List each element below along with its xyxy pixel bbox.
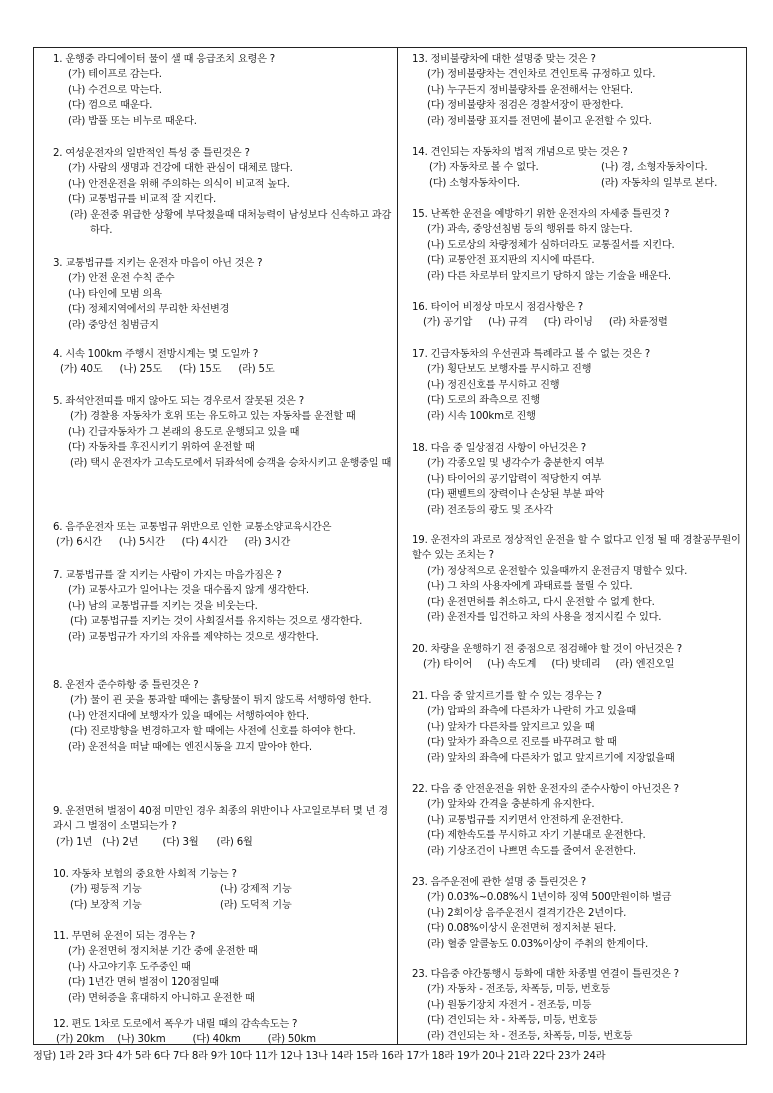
option: (가) 사람의 생명과 건강에 대한 관심이 대체로 많다. xyxy=(68,163,293,175)
question-text: 4. 시속 100km 주행시 전방시계는 몇 도일까 ? xyxy=(53,349,259,360)
option: (라) 중앙선 침범금지 xyxy=(68,319,159,331)
option: (나) 규격 xyxy=(488,317,528,329)
question-text: 12. 편도 1차로 도로에서 폭우가 내릴 때의 감속속도는 ? xyxy=(53,1019,298,1030)
option: (라) 운전자를 입건하고 차의 사용을 정지시킬 수 있다. xyxy=(427,612,662,624)
question-text: 23. 다음중 야간통행시 등화에 대한 차종별 연결이 틀린것은 ? xyxy=(412,969,679,980)
option: (가) 1년 xyxy=(56,836,93,848)
option: (나) 긴급자동차가 그 본래의 용도로 운행되고 있을 때 xyxy=(68,426,300,438)
option: (다) 3월 xyxy=(162,836,199,848)
question-text: 16. 타이어 비정상 마모시 점검사항은 ? xyxy=(412,302,583,313)
question-1 xyxy=(46,52,394,129)
question-3 xyxy=(46,256,394,333)
question-text: 14. 견인되는 자동차의 법적 개념으로 맞는 것은 ? xyxy=(412,147,628,158)
option: (다) 진로방향을 변경하고자 할 때에는 사전에 신호를 하여야 한다. xyxy=(70,726,356,738)
option: (가) 운전면허 정지처분 기간 중에 운전한 때 xyxy=(68,946,258,958)
option: (나) 안전운전을 위해 주의하는 의식이 비교적 높다. xyxy=(68,178,290,190)
question-5 xyxy=(46,394,394,471)
option: (가) 횡단보도 보행자를 무시하고 진행 xyxy=(427,364,592,376)
option: (다) 밧데리 xyxy=(551,659,601,671)
option: (가) 자동차로 볼 수 없다. xyxy=(429,162,539,174)
option: (다) 도로의 좌측으로 진행 xyxy=(427,395,541,407)
option: (가) 40도 xyxy=(60,364,103,376)
question-20 xyxy=(405,642,745,673)
option: (다) 팬벨트의 장력이나 손상된 부분 파악 xyxy=(427,489,604,501)
option: (가) 공기압 xyxy=(423,317,473,329)
option: (가) 정상적으로 운전할수 있을때까지 운전금지 명할수 있다. xyxy=(427,565,688,577)
option: (가) 타이어 xyxy=(423,659,473,671)
option: (나) 속도계 xyxy=(487,659,537,671)
option: (나) 수건으로 막는다. xyxy=(68,84,162,96)
option: (나) 5시간 xyxy=(118,537,165,549)
option: (라) 택시 운전자가 고속도로에서 뒤좌석에 승객을 승차시키고 운행중일 때 xyxy=(70,457,392,469)
option: (가) 경찰용 자동차가 호위 또는 유도하고 있는 자동차를 운전할 때 xyxy=(70,411,356,423)
option: (다) 껌으로 때운다. xyxy=(68,100,153,112)
option: (나) 교통법규를 지키면서 안전하게 운전한다. xyxy=(427,814,624,826)
question-23 xyxy=(405,875,745,952)
question-17 xyxy=(405,347,745,424)
option: (라) 밥풀 또는 비누로 때운다. xyxy=(68,115,197,127)
option: (가) 정비불량차는 견인차로 견인토록 규정하고 있다. xyxy=(427,69,656,81)
option: (라) 시속 100km로 진행 xyxy=(427,410,536,422)
option: (다) 견인되는 차 - 차폭등, 미등, 번호등 xyxy=(427,1015,598,1027)
question-text: 7. 교통법규를 잘 지키는 사람이 가지는 마음가짐은 ? xyxy=(53,570,282,581)
option: (다) 정비불량차 점검은 경찰서장이 판정한다. xyxy=(427,100,624,112)
question-text: 15. 난폭한 운전을 예방하기 위한 운전자의 자세중 틀린것 ? xyxy=(412,209,670,220)
option: (나) 2년 xyxy=(102,836,139,848)
option: (라) 3시간 xyxy=(244,537,291,549)
question-4 xyxy=(46,347,394,378)
option: (라) 운전중 위급한 상황에 부닥쳤을때 대처능력이 남성보다 신속하고 과감하다. xyxy=(70,209,392,237)
option: (라) 혈중 알콜농도 0.03%이상이 주취의 한계이다. xyxy=(427,938,649,950)
option: (가) 6시간 xyxy=(56,537,102,549)
question-11 xyxy=(46,929,394,1006)
option: (라) 차륜정렬 xyxy=(608,317,668,329)
column-divider xyxy=(397,47,398,1045)
question-text: 6. 음주운전자 또는 교통법규 위반으로 인한 교통소양교육시간은 xyxy=(53,522,332,533)
option: (나) 원동기장치 자전거 - 전조등, 미등 xyxy=(427,999,592,1011)
option: (나) 안전지대에 보행자가 있을 때에는 서행하여야 한다. xyxy=(68,710,309,722)
option: (다) 제한속도를 무시하고 자기 기분대로 운전한다. xyxy=(427,830,646,842)
option-row xyxy=(46,882,394,897)
option-row xyxy=(405,657,745,672)
question-text: 17. 긴급자동차의 우선권과 특례라고 볼 수 없는 것은 ? xyxy=(412,349,650,360)
option: (나) 도로상의 차량정체가 심하더라도 교통질서를 지킨다. xyxy=(427,239,675,251)
question-text: 20. 차량을 운행하기 전 중점으로 점검해야 할 것이 아닌것은 ? xyxy=(412,644,682,655)
option: (가) 테이프로 감는다. xyxy=(68,69,162,81)
option: (다) 소형자동차이다. xyxy=(429,177,520,189)
option: (다) 교통법규를 비교적 잘 지킨다. xyxy=(68,194,217,206)
option: (라) 면허증을 휴대하지 아니하고 운전한 때 xyxy=(68,992,255,1004)
question-15 xyxy=(405,207,745,284)
option: (다) 앞차가 좌측으로 진로를 바꾸려고 할 때 xyxy=(427,737,617,749)
question-text: 13. 정비불량차에 대한 설명중 맞는 것은 ? xyxy=(412,54,596,65)
option: (나) 정진신호를 무시하고 진행 xyxy=(427,379,560,391)
question-2 xyxy=(46,146,394,238)
answer-key: 정답) 1라 2라 3다 4가 5라 6다 7다 8라 9가 10다 11가 12나 13나 14라 15라 16라 17가 18라 19가 20나 21라 22다 23가 24라 xyxy=(33,1051,606,1062)
question-text: 22. 다음 중 안전운전을 위한 운전자의 준수사항이 아닌것은 ? xyxy=(412,784,679,795)
option: (다) 자동차를 후진시키기 위하여 운전할 때 xyxy=(68,442,255,454)
question-text: 8. 운전자 준수하항 중 틀린것은 ? xyxy=(53,680,199,691)
option: (라) 교통법규가 자기의 자유를 제약하는 것으로 생각한다. xyxy=(68,631,319,643)
question-text: 1. 운행중 라디에이터 물이 샐 때 응급조치 요령은 ? xyxy=(53,54,276,65)
question-7 xyxy=(46,568,394,645)
question-16 xyxy=(405,300,745,331)
option: (다) 운전면허를 취소하고, 다시 운전할 수 없게 한다. xyxy=(427,596,655,608)
question-text: 5. 좌석안전띠를 매지 않아도 되는 경우로서 잘못된 것은 ? xyxy=(53,396,304,407)
question-text: 23. 음주운전에 관한 설명 중 틀린것은 ? xyxy=(412,877,587,888)
option: (나) 2회이상 음주운전시 결격기간은 2년이다. xyxy=(427,907,627,919)
option: (나) 25도 xyxy=(119,364,162,376)
option: (다) 0.08%이상시 운전면허 정지처분 된다. xyxy=(427,923,617,935)
question-9 xyxy=(46,804,394,850)
option: (다) 보장적 기능 xyxy=(70,899,142,911)
question-text: 21. 다음 중 앞지르기를 할 수 있는 경우는 ? xyxy=(412,691,602,702)
option: (다) 40km xyxy=(192,1034,241,1046)
question-18 xyxy=(405,441,745,518)
question-text: 11. 무면허 운전이 되는 경우는 ? xyxy=(53,931,196,942)
option: (다) 4시간 xyxy=(181,537,228,549)
option: (라) 50km xyxy=(267,1034,316,1046)
option-row xyxy=(405,160,745,175)
option: (나) 타이어의 공기압력이 적당한지 여부 xyxy=(427,473,601,485)
question-14 xyxy=(405,145,745,191)
option: (나) 그 차의 사용자에게 과태료를 물릴 수 있다. xyxy=(427,581,633,593)
question-22 xyxy=(405,782,745,859)
option: (나) 앞차가 다른차를 앞지르고 있을 때 xyxy=(427,721,595,733)
question-text: 3. 교통법규를 지키는 운전자 마음이 아닌 것은 ? xyxy=(53,258,263,269)
option: (나) 남의 교통법규를 지키는 것을 비웃는다. xyxy=(68,600,258,612)
option: (다) 교통법규를 지키는 것이 사회질서를 유지하는 것으로 생각한다. xyxy=(70,616,363,628)
option: (나) 30km xyxy=(117,1034,166,1046)
option: (라) 견인되는 차 - 전조등, 차폭등, 미등, 번호등 xyxy=(427,1030,633,1042)
option: (나) 누구든지 정비불량차를 운전해서는 안된다. xyxy=(427,84,633,96)
option: (라) 5도 xyxy=(238,364,275,376)
option-row xyxy=(405,315,745,330)
question-text: 10. 자동차 보험의 중요한 사회적 기능는 ? xyxy=(53,869,237,880)
option: (가) 안전 운전 수칙 준수 xyxy=(68,273,175,285)
option: (다) 정체지역에서의 무리한 차선변경 xyxy=(68,304,230,316)
question-10 xyxy=(46,867,394,913)
option: (다) 15도 xyxy=(178,364,222,376)
question-8 xyxy=(46,678,394,755)
question-19 xyxy=(405,533,745,625)
option: (가) 각종오일 및 냉각수가 충분한지 여부 xyxy=(427,458,604,470)
option: (다) 교통안전 표지판의 지시에 따른다. xyxy=(427,255,595,267)
option: (가) 앞차와 간격을 충분하게 유지한다. xyxy=(427,799,595,811)
option-row xyxy=(46,835,394,850)
option: (나) 강제적 기능 xyxy=(220,884,292,896)
option: (라) 앞차의 좌측에 다른차가 없고 앞지르기에 지장없을때 xyxy=(427,752,675,764)
question-text: 18. 다음 중 일상점검 사항이 아닌것은 ? xyxy=(412,443,587,454)
option: (라) 전조등의 광도 및 조사각 xyxy=(427,504,553,516)
question-12 xyxy=(46,1017,394,1048)
option: (가) 물이 괸 곳을 통과할 때에는 흙탕물이 튀지 않도록 서행하영 한다. xyxy=(70,695,372,707)
option: (라) 기상조건이 나쁘면 속도를 줄여서 운전한다. xyxy=(427,845,636,857)
option-row xyxy=(46,1032,394,1047)
question-13 xyxy=(405,52,745,129)
question-6 xyxy=(46,520,394,551)
question-24 xyxy=(405,967,745,1044)
option: (나) 타인에 모범 의욕 xyxy=(68,288,162,300)
question-text: 2. 여성운전자의 일반적인 특성 중 틀린것은 ? xyxy=(53,148,250,159)
option: (라) 운전석을 떠날 때에는 엔진시동을 끄지 말아야 한다. xyxy=(68,741,312,753)
option: (라) 도덕적 기능 xyxy=(220,899,292,911)
option: (라) 자동차의 일부로 본다. xyxy=(601,177,718,189)
option: (나) 사고야기후 도주중인 때 xyxy=(68,961,191,973)
option: (라) 6월 xyxy=(216,836,253,848)
option: (가) 압파의 좌측에 다른차가 나란히 가고 있을때 xyxy=(427,706,636,718)
option-row xyxy=(46,898,394,913)
option: (가) 과속, 중앙선침범 등의 행위를 하지 않는다. xyxy=(427,224,633,236)
option-row xyxy=(46,362,394,377)
option: (나) 경, 소형자동차이다. xyxy=(601,162,708,174)
option: (라) 정비불량 표지를 전면에 붙이고 운전할 수 있다. xyxy=(427,115,652,127)
question-21 xyxy=(405,689,745,766)
option-row xyxy=(46,535,394,550)
option: (가) 평등적 기능 xyxy=(70,884,142,896)
question-text: 9. 운전면허 벌점이 40점 미만인 경우 최종의 위반이나 사고일로부터 몇 년 경과시 그 벌점이 소멸되는가 ? xyxy=(53,806,388,833)
option: (다) 1년간 면허 벌점이 120점일때 xyxy=(68,977,219,989)
option: (가) 0.03%~0.08%시 1년이하 징역 500만원이하 벌금 xyxy=(427,892,672,904)
option: (가) 20km xyxy=(56,1034,105,1046)
option: (라) 다른 차로부터 앞지르기 당하지 않는 기술을 배운다. xyxy=(427,270,671,282)
option: (다) 라이닝 xyxy=(543,317,593,329)
option: (가) 자동차 - 전조등, 차폭등, 미등, 번호등 xyxy=(427,984,610,996)
option-row xyxy=(405,176,745,191)
option: (가) 교통사고가 일어나는 것을 대수롭지 않게 생각한다. xyxy=(68,585,309,597)
option: (라) 엔진오일 xyxy=(615,659,675,671)
question-text: 19. 운전자의 과로로 정상적인 운전을 할 수 없다고 인정 될 때 경찰공무원이 할수 있는 조치는 ? xyxy=(412,535,741,562)
